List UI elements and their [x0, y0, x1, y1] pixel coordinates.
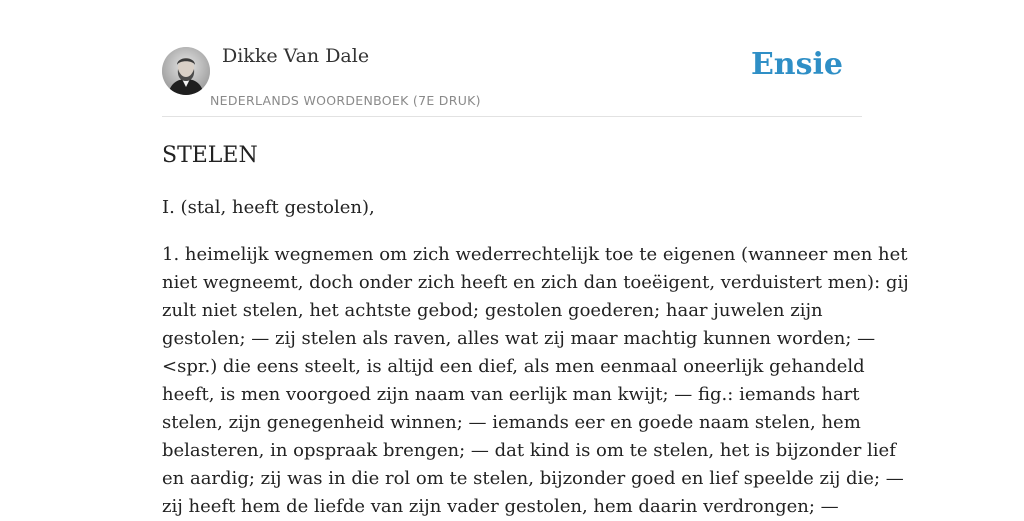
definition-line: zult niet stelen, het achtste gebod; gestolen goederen; haar juwelen zijn	[162, 300, 823, 321]
entry-page	[162, 0, 909, 521]
entry-header	[162, 0, 862, 117]
definition-line: <spr.) die eens steelt, is altijd een dief, als men eenmaal oneerlijk gehandeld	[162, 356, 865, 377]
definition-line: belasteren, in opspraak brengen; — dat kind is om te stelen, het is bijzonder lief	[162, 440, 896, 461]
source-title[interactable]: NEDERLANDS WOORDENBOEK (7E DRUK)	[210, 93, 481, 108]
definition-line: stelen, zijn genegenheid winnen; — iemands eer en goede naam stelen, hem	[162, 412, 861, 433]
definition-line: heeft, is men voorgoed zijn naam van eerlijk man kwijt; — fig.: iemands hart	[162, 384, 860, 405]
definition-line: 1. heimelijk wegnemen om zich wederrechtelijk toe te eigenen (wanneer men het	[162, 244, 908, 265]
definition-line: en aardig; zij was in die rol om te stelen, bijzonder goed en lief speelde zij die; —	[162, 468, 904, 489]
sense-heading: I. (stal, heeft gestolen),	[162, 197, 375, 218]
definition-line: zij heeft hem de liefde van zijn vader gestolen, hem daarin verdrongen; —	[162, 496, 839, 517]
definition-line: gestolen; — zij stelen als raven, alles wat zij maar machtig kunnen worden; —	[162, 328, 876, 349]
definition-line: niet wegneemt, doch onder zich heeft en zich dan toeëigent, verduistert men): gij	[162, 272, 909, 293]
headword: STELEN	[162, 143, 258, 168]
brand-logo[interactable]: Ensie	[750, 47, 843, 82]
avatar[interactable]	[162, 47, 210, 95]
portrait-icon	[162, 47, 210, 95]
author-name[interactable]: Dikke Van Dale	[222, 45, 370, 67]
definition-text	[162, 241, 909, 521]
